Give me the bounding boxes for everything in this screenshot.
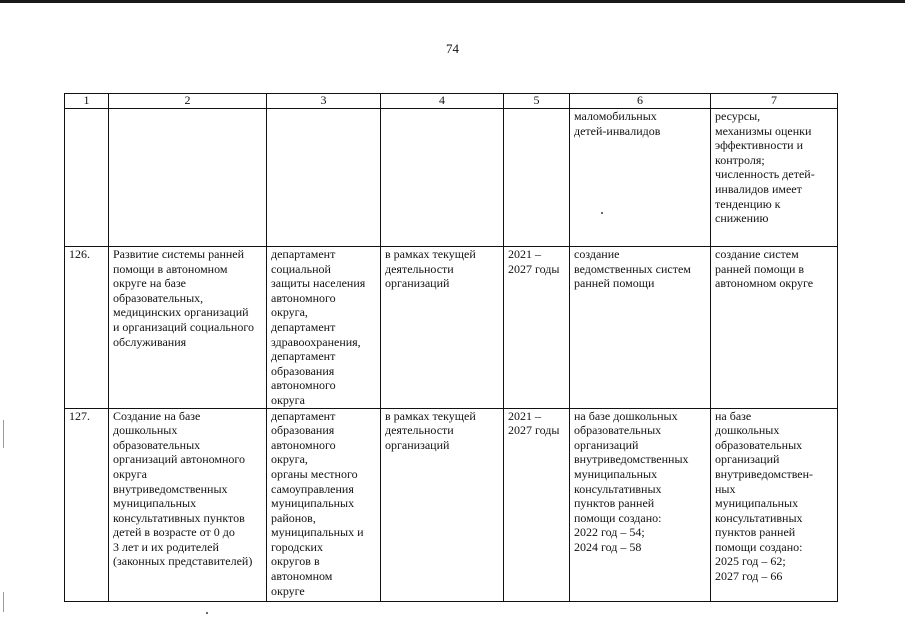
- row-number-cell: [65, 109, 109, 247]
- page-number: 74: [446, 41, 459, 56]
- period-cell: [504, 109, 570, 247]
- measure-cell: Создание на базе дошкольных образовательных организаций автономного округа внутриведомственных муниципальных консультативных пунктов детей в возрасте от 0 до 3 лет и их родителей (законных представителей): [109, 408, 267, 601]
- table-row: [65, 109, 838, 247]
- scan-dust-dot: [206, 612, 208, 614]
- executors-cell: департамент социальной защиты населения автономного округа, департамент здравоохранения, департамент образования автономного округа: [267, 247, 381, 409]
- table-row: [65, 247, 838, 409]
- measures-table: [64, 93, 838, 602]
- result-cell: на базе дошкольных образовательных организаций внутриведомственных муниципальных консультативных пунктов ранней помощи создано: 2022 год – 54; 2024 год – 58: [570, 408, 711, 601]
- row-number-cell: 126.: [65, 247, 109, 409]
- financing-cell: в рамках текущей деятельности организаций: [381, 408, 504, 601]
- column-header-3: 3: [267, 94, 381, 109]
- indicator-cell: на базе дошкольных образовательных организаций внутриведомствен- ных муниципальных консультативных пунктов ранней помощи создано: 2025 год – 62; 2027 год – 66: [711, 408, 838, 601]
- column-header-6: 6: [570, 94, 711, 109]
- result-cell: создание ведомственных систем ранней помощи: [570, 247, 711, 409]
- scan-dust-dot: [601, 212, 603, 214]
- indicator-cell: создание систем ранней помощи в автономном округе: [711, 247, 838, 409]
- period-cell: 2021 – 2027 годы: [504, 247, 570, 409]
- executors-cell: [267, 109, 381, 247]
- column-header-2: 2: [109, 94, 267, 109]
- scan-edge-mark: [3, 420, 4, 448]
- column-header-1: 1: [65, 94, 109, 109]
- measure-cell: Развитие системы ранней помощи в автономном округе на базе образовательных, медицинских организаций и организаций социального обслуживания: [109, 247, 267, 409]
- financing-cell: в рамках текущей деятельности организаций: [381, 247, 504, 409]
- scan-edge-mark: [3, 592, 4, 612]
- top-border-line: [0, 0, 905, 3]
- row-number-cell: 127.: [65, 408, 109, 601]
- result-cell: маломобильных детей-инвалидов: [570, 109, 711, 247]
- period-cell: 2021 – 2027 годы: [504, 408, 570, 601]
- measure-cell: [109, 109, 267, 247]
- executors-cell: департамент образования автономного округа, органы местного самоуправления муниципальных районов, муниципальных и городских округов в автономном округе: [267, 408, 381, 601]
- financing-cell: [381, 109, 504, 247]
- table-row: [65, 408, 838, 601]
- column-header-5: 5: [504, 94, 570, 109]
- header-row: [65, 94, 838, 109]
- column-header-4: 4: [381, 94, 504, 109]
- column-header-7: 7: [711, 94, 838, 109]
- indicator-cell: ресурсы, механизмы оценки эффективности и контроля; численность детей- инвалидов имеет тенденцию к снижению: [711, 109, 838, 247]
